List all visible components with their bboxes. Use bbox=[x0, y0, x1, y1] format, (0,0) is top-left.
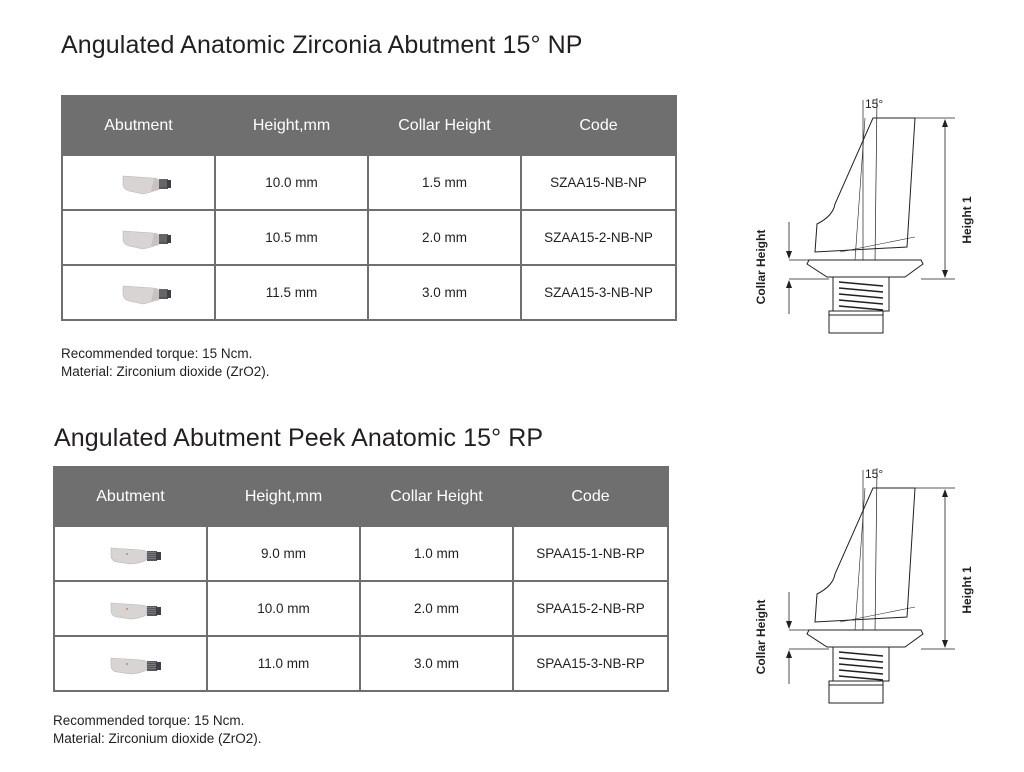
height-cell: 10.0 mm bbox=[215, 155, 368, 210]
code-cell: SZAA15-NB-NP bbox=[521, 155, 676, 210]
height-cell: 10.0 mm bbox=[207, 581, 360, 636]
notes-block bbox=[53, 712, 262, 748]
spec-table bbox=[61, 95, 677, 321]
column-header: Abutment bbox=[54, 467, 207, 526]
torque-note: Recommended torque: 15 Ncm. bbox=[61, 346, 253, 361]
collar-height-label: Collar Height bbox=[754, 229, 768, 305]
abutment-thumbnail-cell bbox=[54, 636, 207, 691]
code-cell: SZAA15-3-NB-NP bbox=[521, 265, 676, 320]
notes-block bbox=[61, 345, 270, 381]
code-cell: SPAA15-3-NB-RP bbox=[513, 636, 668, 691]
column-header: Collar Height bbox=[368, 96, 521, 155]
peek-abutment-icon bbox=[91, 594, 171, 624]
peek-abutment-icon bbox=[91, 539, 171, 569]
abutment-thumbnail-cell bbox=[54, 526, 207, 581]
abutment-thumbnail-cell bbox=[62, 265, 215, 320]
material-note: Material: Zirconium dioxide (ZrO2). bbox=[61, 364, 270, 379]
table-row bbox=[62, 155, 676, 210]
table-row bbox=[54, 581, 668, 636]
collar-height-label: Collar Height bbox=[754, 599, 768, 675]
height-label: Height 1 bbox=[960, 196, 974, 244]
abutment-thumbnail-cell bbox=[54, 581, 207, 636]
height-cell: 10.5 mm bbox=[215, 210, 368, 265]
code-cell: SPAA15-1-NB-RP bbox=[513, 526, 668, 581]
table-row bbox=[62, 265, 676, 320]
table-header-row bbox=[62, 96, 676, 155]
height-cell: 11.5 mm bbox=[215, 265, 368, 320]
height-label: Height 1 bbox=[960, 566, 974, 614]
angle-label: 15° bbox=[865, 467, 884, 481]
column-header: Height,mm bbox=[215, 96, 368, 155]
abutment-technical-drawing bbox=[745, 462, 985, 712]
table-header-row bbox=[54, 467, 668, 526]
torque-note: Recommended torque: 15 Ncm. bbox=[53, 713, 245, 728]
peek-abutment-icon bbox=[91, 649, 171, 679]
column-header: Height,mm bbox=[207, 467, 360, 526]
column-header: Abutment bbox=[62, 96, 215, 155]
material-note: Material: Zirconium dioxide (ZrO2). bbox=[53, 731, 262, 746]
table-row bbox=[54, 526, 668, 581]
collar-cell: 1.0 mm bbox=[360, 526, 513, 581]
abutment-thumbnail-cell bbox=[62, 155, 215, 210]
collar-cell: 3.0 mm bbox=[360, 636, 513, 691]
abutment-technical-drawing bbox=[745, 92, 985, 342]
zirconia-abutment-icon bbox=[99, 168, 179, 198]
collar-cell: 1.5 mm bbox=[368, 155, 521, 210]
column-header: Code bbox=[521, 96, 676, 155]
height-cell: 9.0 mm bbox=[207, 526, 360, 581]
angle-label: 15° bbox=[865, 97, 884, 111]
table-row bbox=[62, 210, 676, 265]
collar-cell: 3.0 mm bbox=[368, 265, 521, 320]
code-cell: SZAA15-2-NB-NP bbox=[521, 210, 676, 265]
code-cell: SPAA15-2-NB-RP bbox=[513, 581, 668, 636]
section-title: Angulated Abutment Peek Anatomic 15° RP bbox=[54, 424, 544, 452]
zirconia-abutment-icon bbox=[99, 223, 179, 253]
collar-cell: 2.0 mm bbox=[368, 210, 521, 265]
zirconia-abutment-icon bbox=[99, 278, 179, 308]
section-title: Angulated Anatomic Zirconia Abutment 15° NP bbox=[61, 31, 583, 59]
column-header: Code bbox=[513, 467, 668, 526]
height-cell: 11.0 mm bbox=[207, 636, 360, 691]
collar-cell: 2.0 mm bbox=[360, 581, 513, 636]
table-row bbox=[54, 636, 668, 691]
spec-table bbox=[53, 466, 669, 692]
column-header: Collar Height bbox=[360, 467, 513, 526]
abutment-thumbnail-cell bbox=[62, 210, 215, 265]
